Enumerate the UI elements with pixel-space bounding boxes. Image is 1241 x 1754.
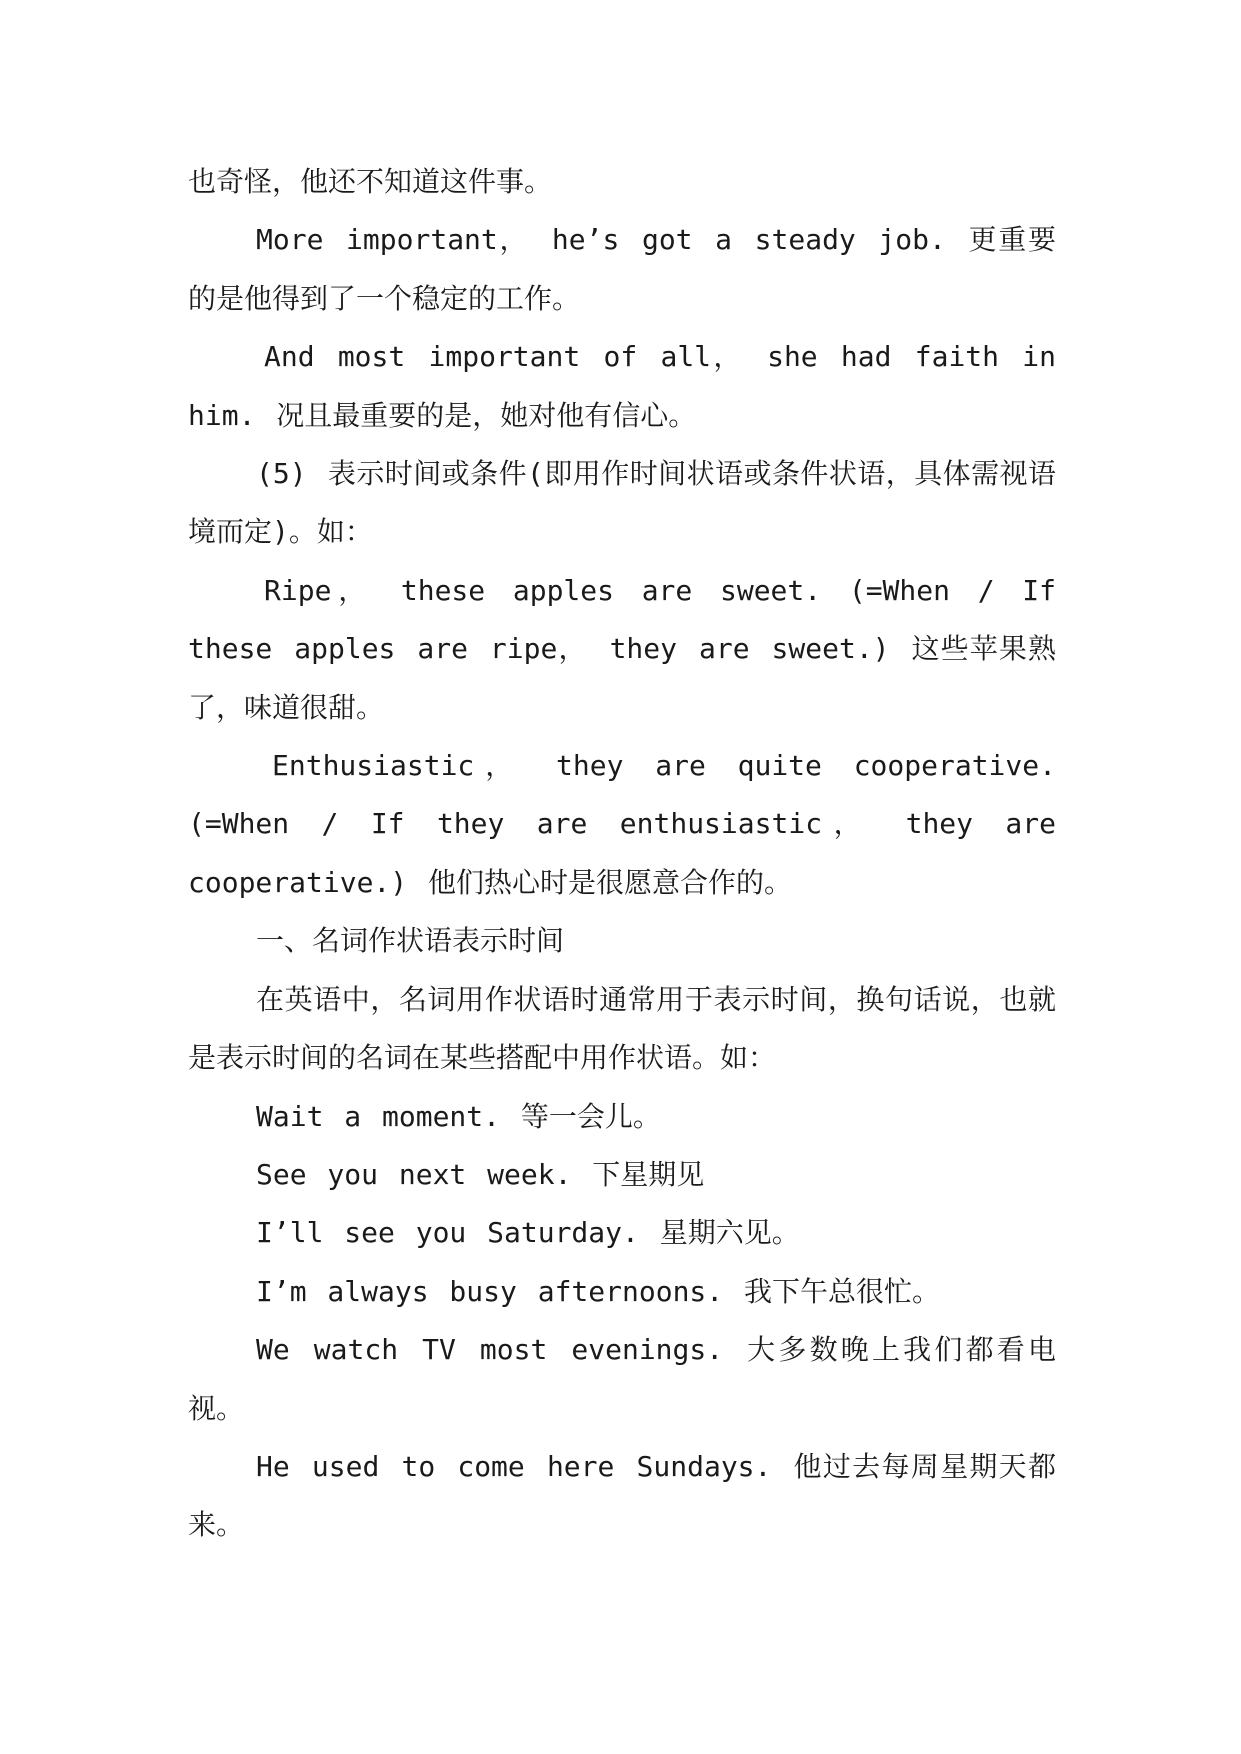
paragraph-example: Enthusiastic， they are quite cooperative. (=When / If they are enthusiastic， they are cooperative.) 他们热心时是很愿意合作的。 [188,749,1056,899]
paragraph-example: Ripe， these apples are sweet. (=When / If these apples are ripe， they are sweet.) 这些苹果熟了，味道很甜。 [188,573,1056,724]
paragraph-example: I’m always busy afternoons. 我下午总很忙。 [256,1274,941,1308]
paragraph-example: Wait a moment. 等一会儿。 [256,1099,661,1133]
paragraph-rule: (5) 表示时间或条件(即用作时间状语或条件状语，具体需视语境而定)。如： [188,457,1056,549]
paragraph-example: And most important of all， she had faith in him. 况且最重要的是，她对他有信心。 [188,340,1056,432]
paragraph-example: We watch TV most evenings. 大多数晚上我们都看电视。 [188,1333,1056,1425]
section-heading: 一、名词作状语表示时间 [256,924,565,958]
paragraph-continuation: 也奇怪，他还不知道这件事。 [188,165,553,198]
paragraph-example: More important， he’s got a steady job. 更重要的是他得到了一个稳定的工作。 [188,223,1056,315]
paragraph-explanation: 在英语中，名词用作状语时通常用于表示时间，换句话说，也就是表示时间的名词在某些搭配中用作状语。如： [188,982,1056,1075]
paragraph-example: He used to come here Sundays. 他过去每周星期天都来。 [188,1449,1056,1542]
document-body [188,153,1056,1555]
paragraph-example: I’ll see you Saturday. 星期六见。 [256,1216,800,1250]
paragraph-example: See you next week. 下星期见 [256,1157,705,1191]
